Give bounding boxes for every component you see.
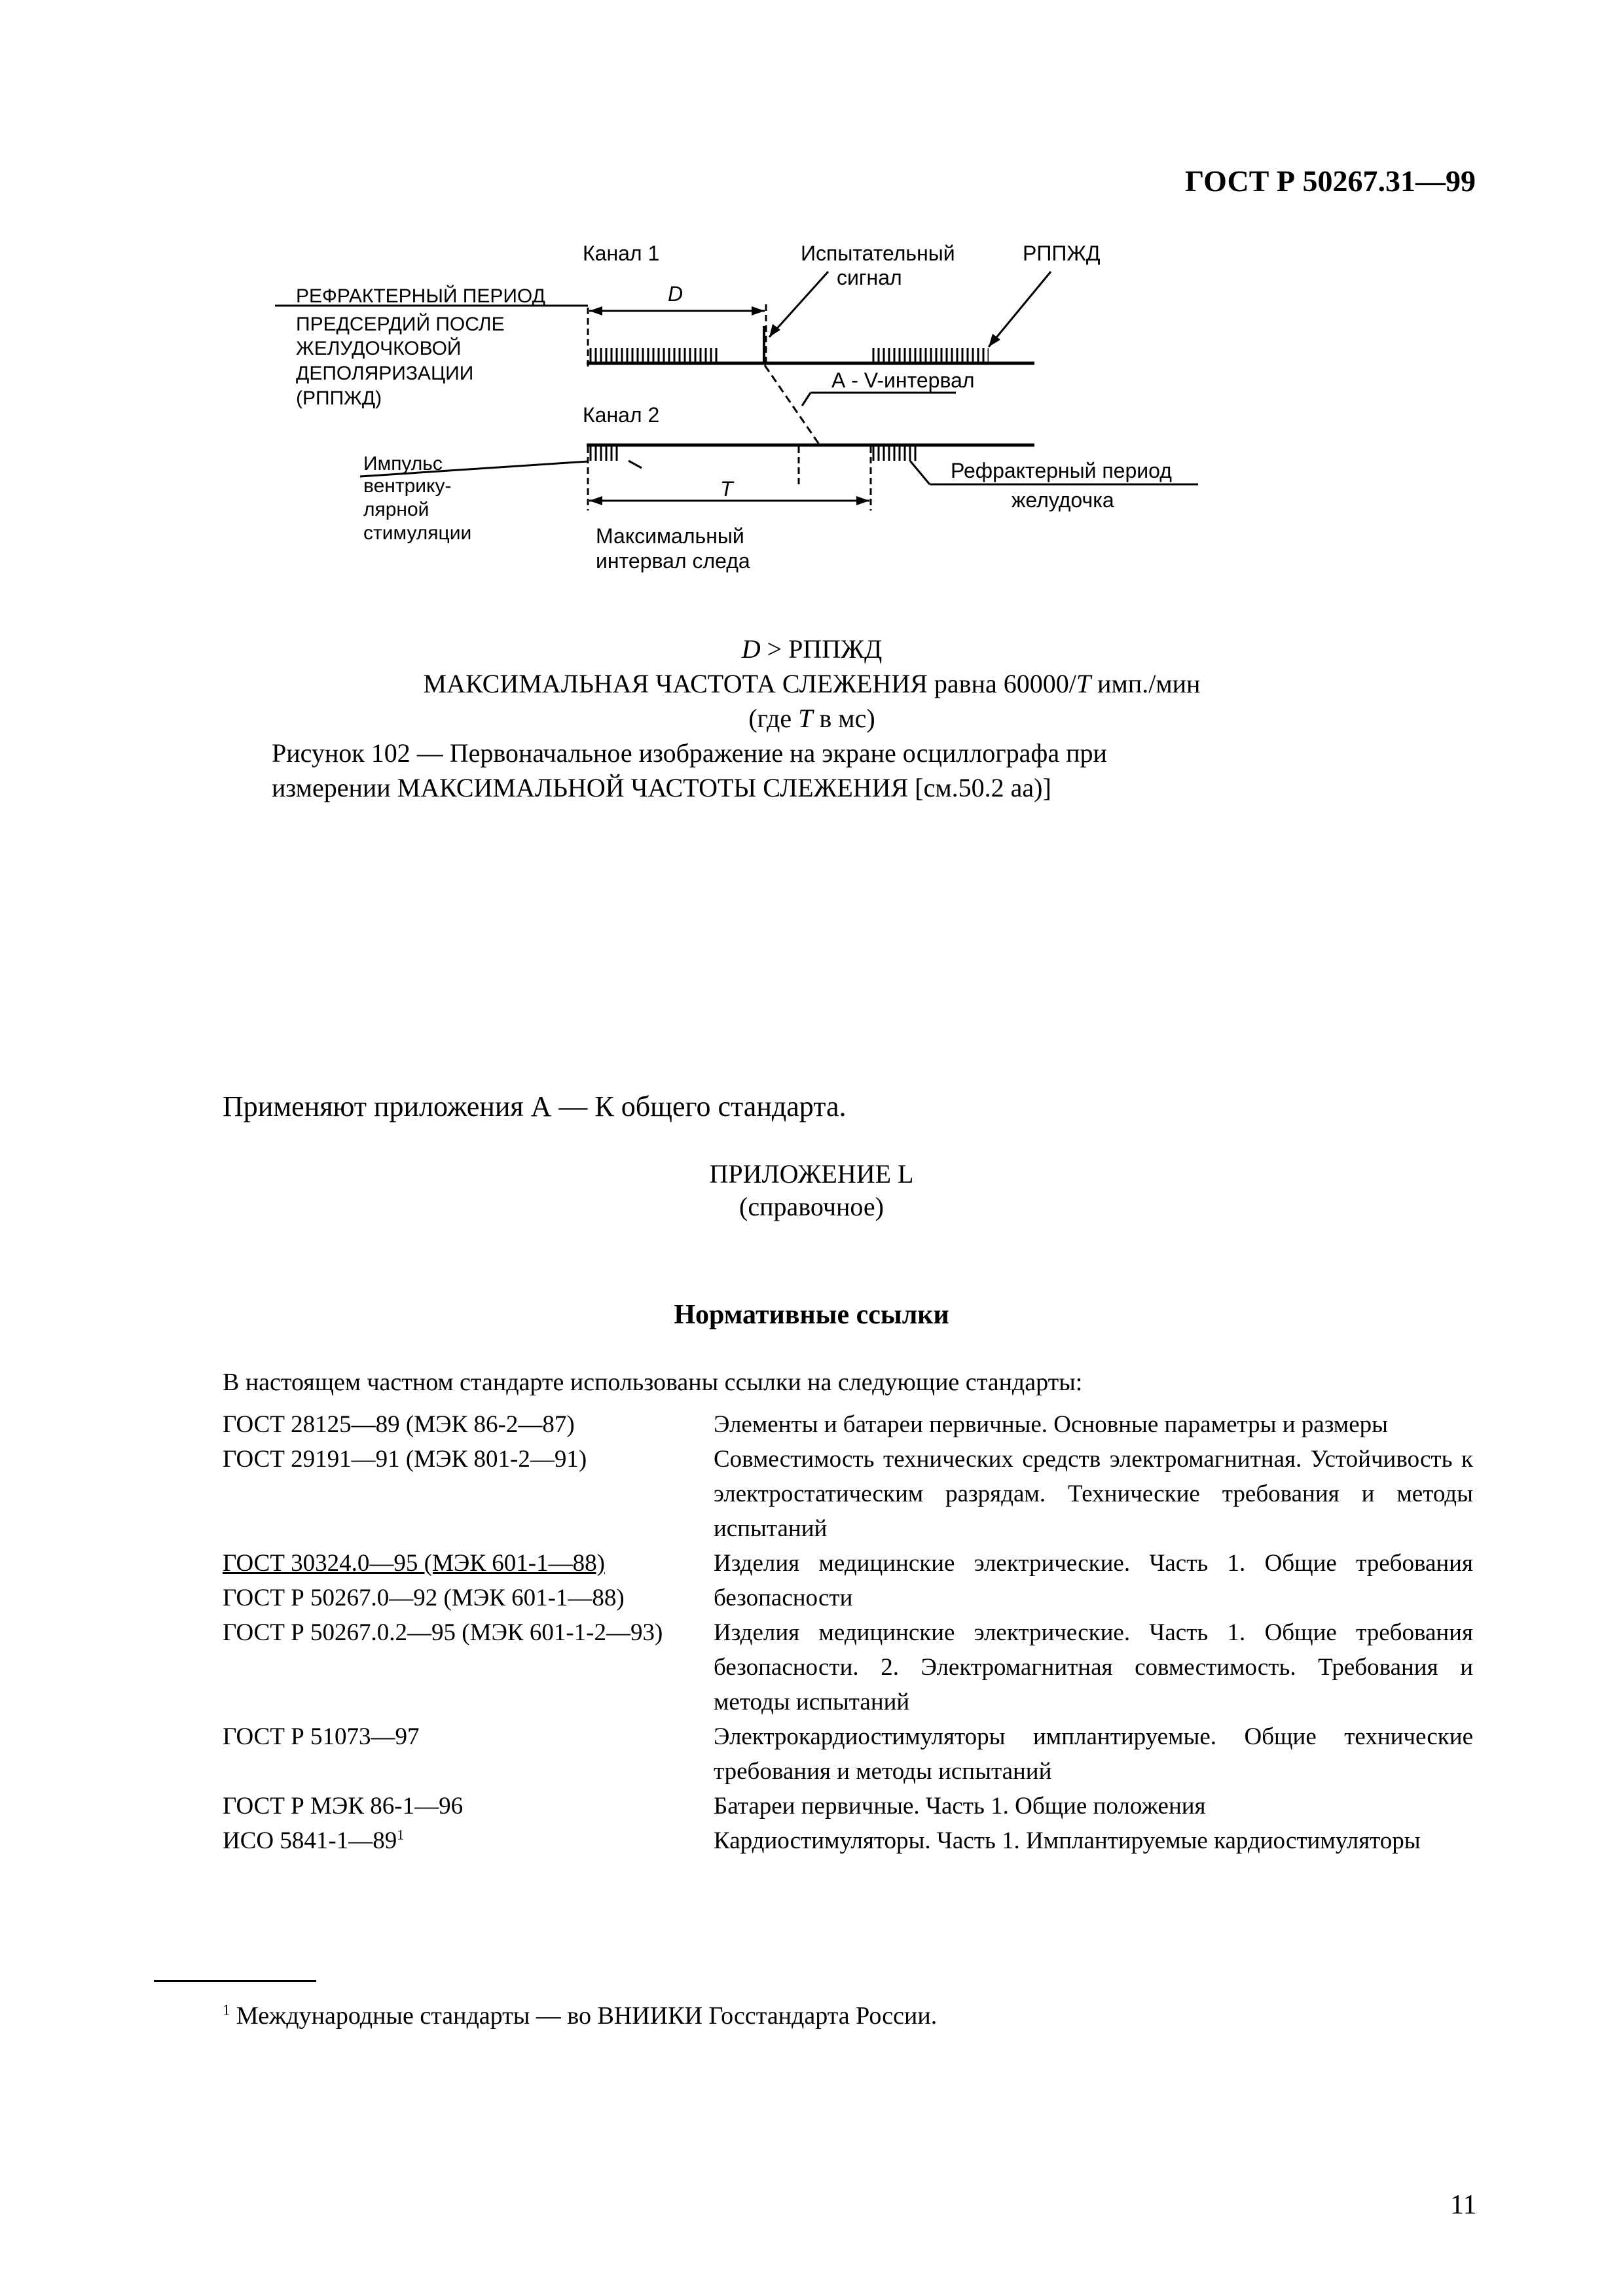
max-interval-label-1: интервал следа: [596, 549, 750, 573]
caption-line3-post: в мс): [812, 704, 875, 733]
rppzhd-label: РППЖД: [1023, 242, 1101, 265]
intro-text: В настоящем частном стандарте использованы ссылки на следующие стандарты:: [223, 1369, 1083, 1396]
channel1-hatch-left: [588, 348, 719, 362]
page-number: 11: [1450, 2190, 1477, 2220]
reference-description: Кардиостимуляторы. Часть 1. Имплантируемые кардиостимуляторы: [714, 1827, 1421, 1854]
test-signal-label-1: сигнал: [837, 266, 902, 289]
caption-line3-pre: (где: [748, 704, 799, 733]
d-symbol: D: [668, 282, 684, 306]
caption-line3-var: T: [798, 704, 813, 733]
footnote-text: Международные стандарты — во ВНИИКИ Госстандарта России.: [230, 2002, 938, 2030]
caption-figure-number: Рисунок 102 — Первоначальное изображение на экране осциллографа при: [272, 738, 1107, 768]
table-row: [223, 1546, 1473, 1615]
reference-description: Элементы и батареи первичные. Основные параметры и размеры: [714, 1411, 1389, 1438]
max-interval-label-0: Максимальный: [596, 524, 744, 548]
reference-code: ГОСТ 29191—91 (МЭК 801-2—91): [223, 1446, 587, 1473]
oscilloscope-figure: [275, 236, 1244, 589]
caption-d-var: D: [741, 634, 761, 664]
channel2-hatch-right: [871, 446, 917, 461]
av-interval-line: [765, 365, 820, 445]
footnote-divider: [154, 1980, 316, 1982]
table-row: [223, 1719, 1473, 1789]
reference-code: ГОСТ 28125—89 (МЭК 86-2—87): [223, 1411, 575, 1438]
channel2-label: Канал 2: [583, 403, 660, 427]
refractory-label-1: ПРЕДСЕРДИЙ ПОСЛЕ: [296, 314, 505, 335]
caption-line1-rest: > РППЖД: [760, 634, 883, 664]
ventricular-refractory-label-1: желудочка: [1012, 488, 1114, 512]
reference-code: ИСО 5841-1—89: [223, 1827, 397, 1854]
reference-code-replaced: ГОСТ Р 50267.0—92 (МЭК 601-1—88): [223, 1585, 625, 1611]
reference-description: Совместимость технических средств электромагнитная. Устойчивость к электростатическим разрядам. Технические требования и методы испытаний: [714, 1446, 1473, 1542]
pulse-label-0: Импульс: [363, 453, 443, 475]
refractory-label-0: РЕФРАКТЕРНЫЙ ПЕРИОД: [296, 285, 545, 307]
refractory-label-4: (РППЖД): [296, 387, 382, 409]
caption-figure-continuation: измерении МАКСИМАЛЬНОЙ ЧАСТОТЫ СЛЕЖЕНИЯ [см.50.2 аа)]: [272, 773, 1051, 802]
reference-code: ГОСТ Р 51073—97: [223, 1723, 420, 1750]
caption-line2-post: имп./мин: [1091, 669, 1201, 698]
channel1-label: Канал 1: [583, 242, 660, 265]
reference-code: ГОСТ Р 50267.0.2—95 (МЭК 601-1-2—93): [223, 1619, 663, 1646]
table-row: [223, 1823, 1473, 1858]
pulse-label-1: вентрику-: [363, 475, 452, 497]
references-table: [223, 1407, 1473, 1858]
footnote-mark: 1: [223, 2001, 230, 2018]
channel2-hatch-left: [588, 446, 621, 461]
pulse-label-2: лярной: [363, 499, 429, 520]
reference-code: ГОСТ Р МЭК 86-1—96: [223, 1793, 464, 1820]
appendix-title: ПРИЛОЖЕНИЕ L: [709, 1159, 914, 1189]
apply-statement: Применяют приложения А — К общего стандарта.: [223, 1090, 847, 1122]
section-title: Нормативные ссылки: [674, 1300, 949, 1330]
table-row: [223, 1407, 1473, 1442]
appendix-subtitle: (справочное): [739, 1192, 884, 1221]
refractory-label-2: ЖЕЛУДОЧКОВОЙ: [296, 338, 462, 359]
t-symbol: T: [720, 477, 733, 501]
reference-code-pair: [223, 1546, 714, 1615]
caption-line2-var: T: [1076, 669, 1091, 698]
reference-description: Изделия медицинские электрические. Часть 1. Общие требования безопасности: [714, 1550, 1473, 1611]
test-signal-label-0: Испытательный: [801, 242, 955, 265]
caption-line2-pre: МАКСИМАЛЬНАЯ ЧАСТОТА СЛЕЖЕНИЯ равна 60000/: [423, 669, 1076, 698]
av-interval-label: А - V-интервал: [831, 368, 975, 392]
table-row: [223, 1615, 1473, 1719]
pulse-label-3: стимуляции: [363, 522, 472, 544]
figure-caption: [223, 632, 1401, 805]
channel1-hatch-right: [871, 348, 989, 362]
footnote: [223, 2001, 937, 2030]
table-row: [223, 1442, 1473, 1546]
refractory-label-3: ДЕПОЛЯРИЗАЦИИ: [296, 363, 474, 384]
reference-description: Батареи первичные. Часть 1. Общие положения: [714, 1793, 1206, 1820]
footnote-marker: 1: [397, 1826, 405, 1843]
reference-code-cell: [223, 1823, 714, 1858]
reference-description: Изделия медицинские электрические. Часть 1. Общие требования безопасности. 2. Электромагнитная совместимость. Требования и методы испытаний: [714, 1619, 1473, 1715]
reference-code: ГОСТ 30324.0—95 (МЭК 601-1—88): [223, 1550, 605, 1577]
document-header-code: ГОСТ Р 50267.31—99: [1185, 164, 1476, 198]
table-row: [223, 1789, 1473, 1823]
reference-description: Электрокардиостимуляторы имплантируемые. Общие технические требования и методы испытаний: [714, 1723, 1473, 1785]
ventricular-refractory-label-0: Рефрактерный период: [951, 459, 1172, 482]
